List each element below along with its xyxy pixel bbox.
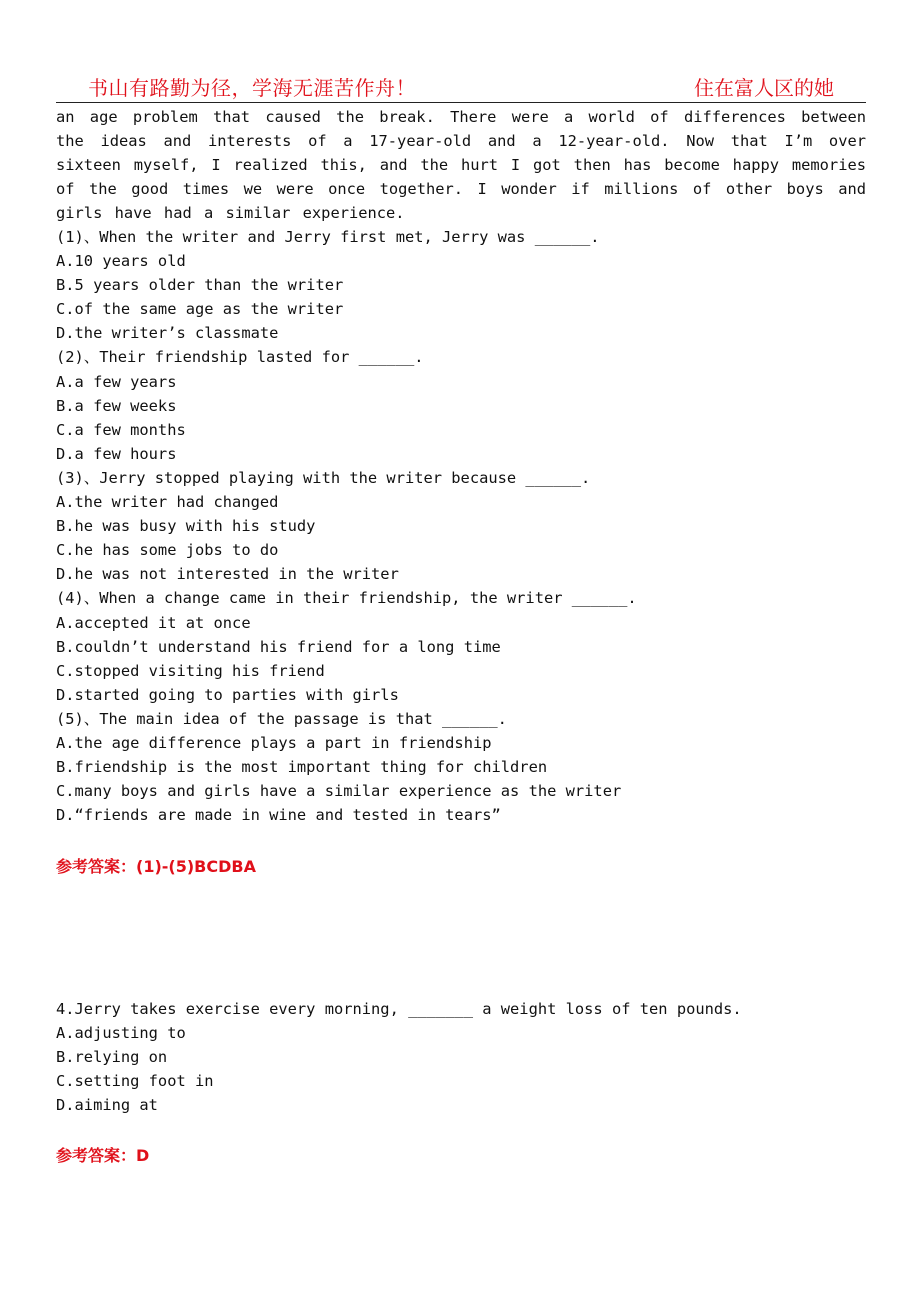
- option-d: D.a few hours: [56, 444, 177, 463]
- option-a: A.adjusting to: [56, 1024, 186, 1043]
- option-a: A.10 years old: [56, 252, 186, 271]
- option-b: B.couldn’t understand his friend for a long time: [56, 637, 501, 656]
- question-stem: (3)、Jerry stopped playing with the writer because ______.: [56, 468, 591, 487]
- option-b: B.a few weeks: [56, 396, 177, 415]
- option-a: A.a few years: [56, 372, 177, 391]
- option-c: C.many boys and girls have a similar experience as the writer: [56, 782, 622, 801]
- option-d: D.“friends are made in wine and tested in tears”: [56, 806, 501, 825]
- reference-answer-1: 参考答案：(1)-(5)BCDBA: [56, 857, 256, 876]
- option-d: D.started going to parties with girls: [56, 685, 399, 704]
- question-stem: (4)、When a change came in their friendship, the writer ______.: [56, 589, 637, 608]
- option-d: D.aiming at: [56, 1096, 158, 1115]
- option-a: A.the age difference plays a part in friendship: [56, 733, 492, 752]
- page-header: [56, 70, 866, 103]
- question-stem: (5)、The main idea of the passage is that ______.: [56, 709, 507, 728]
- option-b: B.5 years older than the writer: [56, 276, 344, 295]
- passage-text: an age problem that caused the break. There were a world of differences between the ideas and interests of a 17-year-old and a 12-year-old. Now that I’m over sixteen myself, I realized this, and the hurt I got then has become happy memories of the good times we were once together. I wonder if millions of other boys and girls have had a similar experience.: [56, 108, 866, 223]
- option-b: B.friendship is the most important thing for children: [56, 758, 548, 777]
- option-c: C.setting foot in: [56, 1072, 214, 1091]
- option-a: A.the writer had changed: [56, 493, 279, 512]
- option-b: B.he was busy with his study: [56, 517, 316, 536]
- header-author: 住在富人区的她: [694, 76, 834, 100]
- header-motto: 书山有路勤为径，学海无涯苦作舟！: [88, 76, 416, 100]
- option-c: C.stopped visiting his friend: [56, 661, 325, 680]
- option-a: A.accepted it at once: [56, 613, 251, 632]
- reference-answer-2: 参考答案：D: [56, 1146, 150, 1165]
- reading-questions: [56, 225, 866, 827]
- option-b: B.relying on: [56, 1048, 168, 1067]
- option-c: C.a few months: [56, 420, 186, 439]
- question-stem: (2)、Their friendship lasted for ______.: [56, 348, 424, 367]
- option-c: C.of the same age as the writer: [56, 300, 344, 319]
- option-d: D.he was not interested in the writer: [56, 565, 399, 584]
- question-4: [56, 997, 866, 1117]
- option-c: C.he has some jobs to do: [56, 541, 279, 560]
- question-stem: (1)、When the writer and Jerry first met, Jerry was ______.: [56, 228, 600, 246]
- question-stem: 4.Jerry takes exercise every morning, _______ a weight loss of ten pounds.: [56, 1000, 742, 1018]
- option-d: D.the writer’s classmate: [56, 324, 279, 343]
